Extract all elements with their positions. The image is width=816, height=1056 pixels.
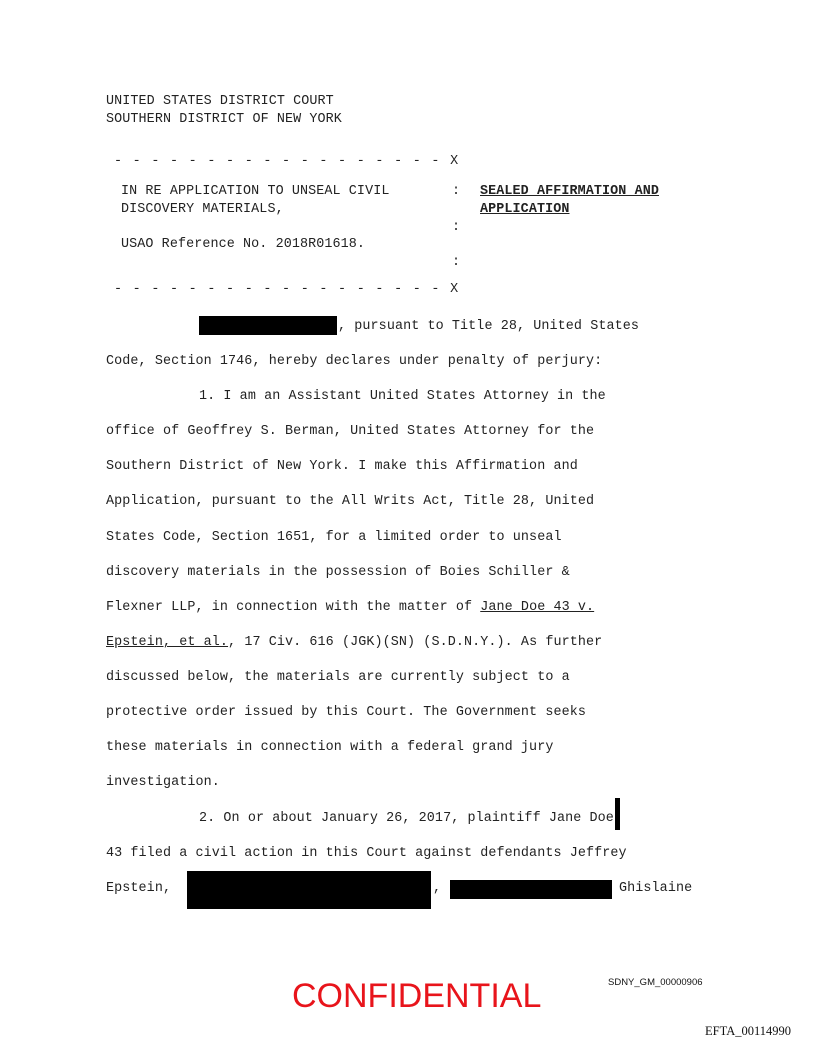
caption-border-bottom: - - - - - - - - - - - - - - - - - - X bbox=[114, 282, 460, 297]
paragraph-1-line: protective order issued by this Court. The Government seeks bbox=[106, 705, 587, 720]
redaction-bar bbox=[615, 798, 620, 830]
paragraph-2-line: Epstein, bbox=[106, 881, 172, 896]
paragraph-1-line: discussed below, the materials are currently subject to a bbox=[106, 670, 570, 685]
paragraph-1-line: 1. I am an Assistant United States Attorney in the bbox=[199, 389, 606, 404]
paragraph-1-line: Flexner LLP, in connection with the matter of Jane Doe 43 v. bbox=[106, 600, 595, 615]
paragraph-1-line: Epstein, et al., 17 Civ. 616 (JGK)(SN) (S.D.N.Y.). As further bbox=[106, 635, 603, 650]
paragraph-1-line: States Code, Section 1651, for a limited order to unseal bbox=[106, 530, 562, 545]
intro-line: Code, Section 1746, hereby declares under penalty of perjury: bbox=[106, 354, 603, 369]
caption-matter-line2: DISCOVERY MATERIALS, bbox=[121, 202, 284, 217]
paragraph-1-line: Southern District of New York. I make this Affirmation and bbox=[106, 459, 578, 474]
paragraph-1-line: investigation. bbox=[106, 775, 220, 790]
paragraph-1-line: these materials in connection with a federal grand jury bbox=[106, 740, 554, 755]
paragraph-1-line: discovery materials in the possession of Boies Schiller & bbox=[106, 565, 570, 580]
paragraph-2-line: , bbox=[433, 881, 442, 896]
redaction-bar bbox=[450, 880, 612, 899]
paragraph-1-line: Application, pursuant to the All Writs Act, Title 28, United bbox=[106, 494, 595, 509]
caption-reference: USAO Reference No. 2018R01618. bbox=[121, 237, 366, 252]
efta-number: EFTA_00114990 bbox=[705, 1024, 792, 1038]
caption-matter-line1: IN RE APPLICATION TO UNSEAL CIVIL bbox=[121, 184, 390, 199]
case-citation: Epstein, et al. bbox=[106, 635, 229, 650]
document-title-line1: SEALED AFFIRMATION AND bbox=[480, 184, 659, 199]
caption-border-top: - - - - - - - - - - - - - - - - - - X bbox=[114, 154, 460, 169]
paragraph-2-line: Ghislaine bbox=[619, 881, 693, 896]
redaction-bar bbox=[199, 316, 337, 335]
bates-number: SDNY_GM_00000906 bbox=[608, 977, 703, 988]
confidential-stamp: CONFIDENTIAL bbox=[292, 977, 542, 1015]
paragraph-2-line: 43 filed a civil action in this Court against defendants Jeffrey bbox=[106, 846, 627, 861]
case-citation: Jane Doe 43 v. bbox=[480, 600, 595, 615]
intro-line: , pursuant to Title 28, United States bbox=[338, 319, 640, 334]
caption-colon: : bbox=[452, 220, 461, 235]
paragraph-2-line: 2. On or about January 26, 2017, plaintiff Jane Doe bbox=[199, 811, 614, 826]
court-name: UNITED STATES DISTRICT COURT bbox=[106, 94, 334, 109]
paragraph-1-line: office of Geoffrey S. Berman, United States Attorney for the bbox=[106, 424, 595, 439]
redaction-bar bbox=[187, 871, 431, 909]
document-title-line2: APPLICATION bbox=[480, 202, 570, 217]
court-district: SOUTHERN DISTRICT OF NEW YORK bbox=[106, 112, 342, 127]
caption-colon: : bbox=[452, 255, 461, 270]
caption-colon: : bbox=[452, 184, 461, 199]
